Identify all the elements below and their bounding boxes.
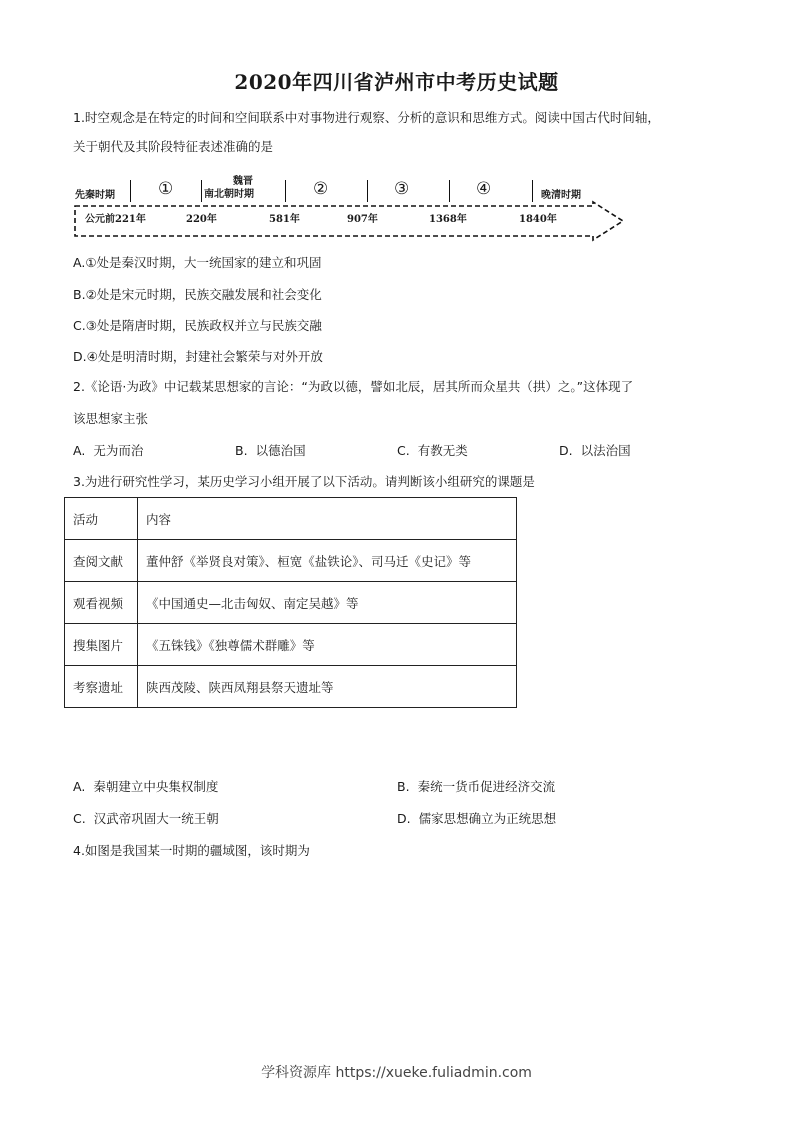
option-text: ②处是宋元时期，民族交融发展和社会变化 [85, 287, 322, 302]
timeline-marker-2: ② [313, 179, 329, 199]
option-letter: B. [235, 443, 248, 458]
q3-option-a [73, 778, 218, 796]
timeline-year: 1840年 [519, 214, 557, 225]
table-cell: 陕西茂陵、陕西凤翔县祭天遗址等 [138, 666, 517, 708]
table-cell: 《五铢钱》《独尊儒术群雕》等 [138, 624, 517, 666]
option-text: ①处是秦汉时期，大一统国家的建立和巩固 [85, 255, 322, 270]
option-letter: D. [73, 349, 87, 364]
q1-option-b [73, 286, 322, 304]
timeline-year: 公元前221年 [85, 214, 146, 225]
timeline-marker-1: ① [158, 179, 174, 199]
table-row [65, 582, 517, 624]
q2-stem-line2: 该思想家主张 [73, 411, 149, 426]
q3-option-c [73, 810, 219, 828]
timeline-divider [449, 180, 450, 202]
timeline-period-wj-top: 魏晋 [233, 176, 253, 187]
timeline-period-wj-bottom: 南北朝时期 [204, 189, 254, 200]
option-text: 汉武帝巩固大一统王朝 [93, 811, 219, 826]
option-text: 以德治国 [255, 443, 306, 458]
timeline-year: 907年 [347, 214, 378, 225]
timeline-marker-3: ③ [394, 179, 410, 199]
option-text: 有教无类 [417, 443, 468, 458]
option-letter: C. [73, 811, 86, 826]
timeline-marker-4: ④ [476, 179, 492, 199]
table-header-row [65, 498, 517, 540]
activity-table [64, 497, 517, 708]
table-header-cell: 内容 [138, 498, 517, 540]
timeline-year: 220年 [186, 214, 217, 225]
timeline-divider [367, 180, 368, 202]
q1-option-d [73, 348, 323, 366]
timeline-divider [285, 180, 286, 202]
table-row [65, 666, 517, 708]
option-text: ④处是明清时期，封建社会繁荣与对外开放 [86, 349, 323, 364]
q1-option-c [73, 317, 322, 335]
table-cell: 查阅文献 [65, 540, 138, 582]
q1-stem-line1: 1.时空观念是在特定的时间和空间联系中对事物进行观察、分析的意识和思维方式。阅读中国古代时间轴， [73, 110, 660, 125]
table-cell: 考察遗址 [65, 666, 138, 708]
timeline-figure [73, 172, 633, 244]
timeline-divider [201, 180, 202, 202]
q1-stem-line2: 关于朝代及其阶段特征表述准确的是 [73, 139, 274, 154]
table-cell: 《中国通史—北击匈奴、南定吴越》等 [138, 582, 517, 624]
timeline-year: 581年 [269, 214, 300, 225]
option-letter: A. [73, 255, 86, 270]
option-letter: C. [73, 318, 86, 333]
option-text: 无为而治 [93, 443, 144, 458]
option-text: 儒家思想确立为正统思想 [418, 811, 557, 826]
option-letter: B. [73, 287, 86, 302]
table-row [65, 540, 517, 582]
option-text: 秦朝建立中央集权制度 [93, 779, 219, 794]
table-cell: 董仲舒《举贤良对策》、桓宽《盐铁论》、司马迁《史记》等 [138, 540, 517, 582]
timeline-period-last: 晚清时期 [541, 190, 581, 201]
option-text: 以法治国 [580, 443, 631, 458]
page-footer: 学科资源库 https://xueke.fuliadmin.com [261, 1065, 532, 1081]
q1-option-a [73, 254, 322, 272]
option-letter: B. [397, 779, 410, 794]
q2-option-d [559, 442, 631, 460]
q2-option-b [235, 442, 306, 460]
page-title: 2020年四川省泸州市中考历史试题 [234, 70, 559, 94]
option-letter: D. [397, 811, 411, 826]
q4-stem: 4.如图是我国某一时期的疆域图，该时期为 [73, 843, 310, 858]
timeline-divider [130, 180, 131, 202]
table-cell: 观看视频 [65, 582, 138, 624]
option-text: ③处是隋唐时期，民族政权并立与民族交融 [85, 318, 322, 333]
timeline-year: 1368年 [429, 214, 467, 225]
option-text: 秦统一货币促进经济交流 [417, 779, 556, 794]
option-letter: A. [73, 443, 86, 458]
q3-option-d [397, 810, 556, 828]
q2-option-c [397, 442, 468, 460]
q3-stem: 3.为进行研究性学习，某历史学习小组开展了以下活动。请判断该小组研究的课题是 [73, 474, 535, 489]
table-header-cell: 活动 [65, 498, 138, 540]
q2-stem-line1: 2.《论语·为政》中记载某思想家的言论：“为政以德，譬如北辰，居其所而众星共（拱）之。”这体现了 [73, 379, 634, 394]
table-cell: 搜集图片 [65, 624, 138, 666]
option-letter: D. [559, 443, 573, 458]
q2-option-a [73, 442, 143, 460]
option-letter: C. [397, 443, 410, 458]
q3-option-b [397, 778, 555, 796]
table-row [65, 624, 517, 666]
timeline-period-first: 先秦时期 [75, 190, 115, 201]
timeline-divider [532, 180, 533, 202]
option-letter: A. [73, 779, 86, 794]
